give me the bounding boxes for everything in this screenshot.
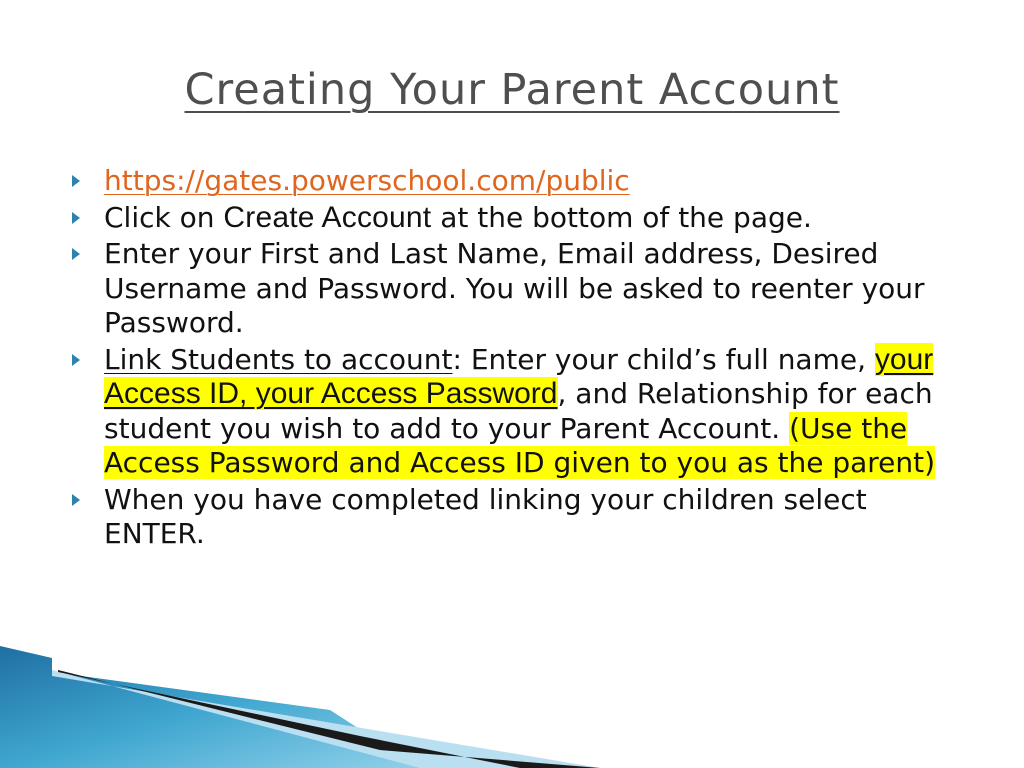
bullet-item-url xyxy=(72,164,972,199)
bullet-text-before: Click on xyxy=(104,200,224,234)
bullet-item-create-account xyxy=(72,201,972,236)
triangle-right-icon xyxy=(72,494,80,506)
bullet-list xyxy=(72,164,972,554)
link-students-rest: : Enter your child’s full name, xyxy=(452,342,875,376)
bullet-text-after: at the bottom of the page. xyxy=(431,200,812,234)
bullet-item-select-enter xyxy=(72,483,972,552)
link-students-mid: , and Relationship for each student you wish to add to your Parent Account. xyxy=(104,377,933,445)
powerschool-link[interactable]: https://gates.powerschool.com/public xyxy=(104,164,630,197)
access-note-highlight: (Use the Access Password and Access ID given to you as the parent) xyxy=(104,411,936,479)
triangle-right-icon xyxy=(72,354,80,366)
bullet-text: When you have completed linking your children select ENTER. xyxy=(104,482,867,550)
slide-title-text: Creating Your Parent Account xyxy=(184,65,840,115)
link-students-lead: Link Students to account xyxy=(104,342,453,376)
corner-swoosh-decoration xyxy=(0,640,1024,768)
create-account-phrase: Create Account xyxy=(223,200,432,234)
bullet-item-enter-details xyxy=(72,237,972,341)
triangle-right-icon xyxy=(72,212,80,224)
slide-title xyxy=(0,62,1024,118)
bullet-item-link-students xyxy=(72,343,972,481)
triangle-right-icon xyxy=(72,175,80,187)
access-credentials-highlight: your Access ID, your Access Password xyxy=(104,342,934,410)
triangle-right-icon xyxy=(72,248,80,260)
bullet-text: Enter your First and Last Name, Email address, Desired Username and Password. You will be asked to reenter your Password. xyxy=(104,237,925,339)
